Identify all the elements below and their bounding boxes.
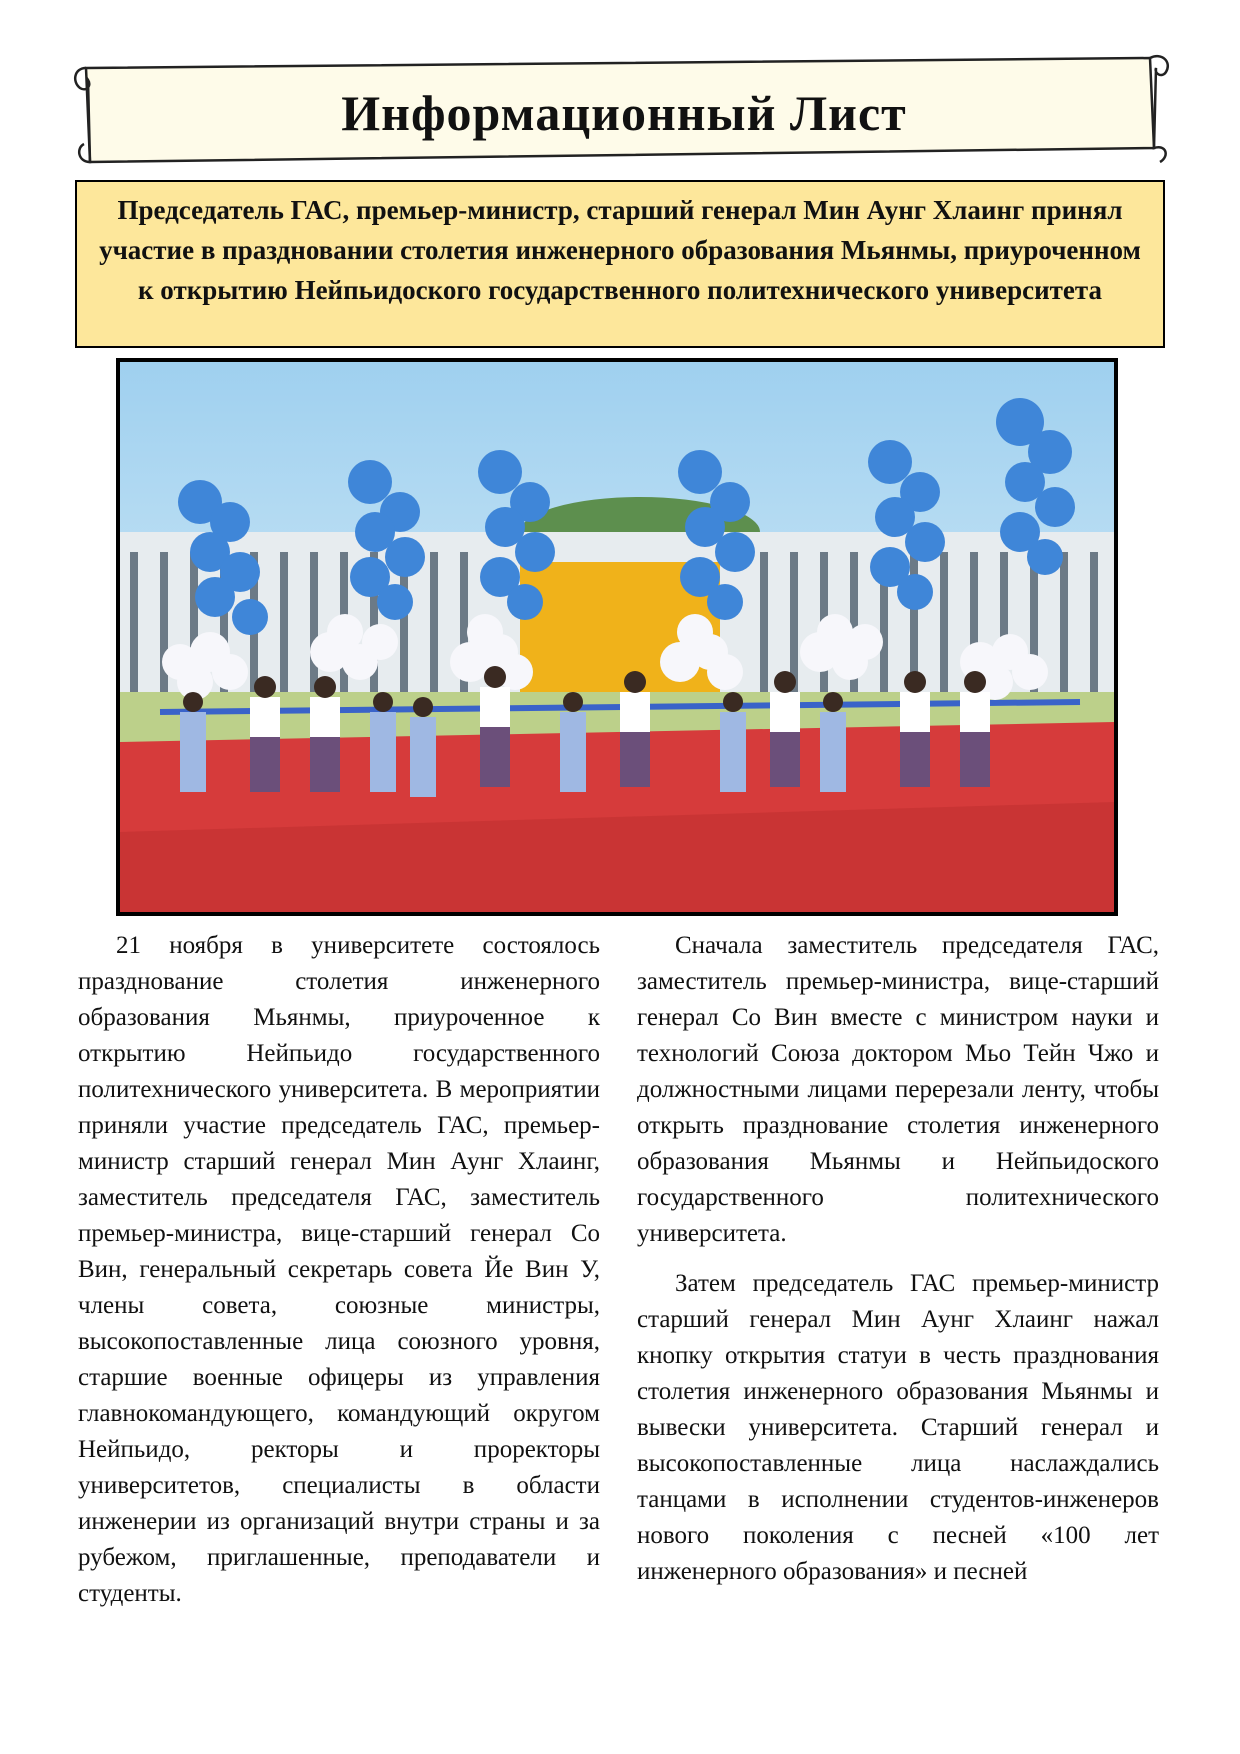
article-paragraph: Затем председатель ГАС премьер-министр старший генерал Мин Аунг Хлаинг нажал кнопку открытия статуи в честь празднования столетия инженерного образования Мьянмы и вывески университета. Старший генерал и высокопоставленные лица наслаждались танцами в исполнении студентов-инженеров нового поколения с песней «100 лет инженерного образования» и песней (637, 1270, 1159, 1585)
page-title: Информационный Лист (341, 85, 907, 141)
scroll-banner (72, 52, 1176, 168)
article-paragraph: 21 ноября в университете состоялось празднование столетия инженерного образования Мьянмы, приуроченное к открытию Нейпьидо государственного политехнического университета. В мероприятии приняли участие председатель ГАС, премьер-министр старший генерал Мин Аунг Хлаинг, заместитель председателя ГАС, заместитель премьер-министра, вице-старший генерал Со Вин, генеральный секретарь совета Йе Вин У, члены совета, союзные министры, высокопоставленные лица союзного уровня, старшие военные офицеры из управления главнокомандующего, командующий округом Нейпьидо, ректоры и проректоры университетов, специалисты в области инженерии из организаций внутри страны и за рубежом, приглашенные, преподаватели и студенты. (78, 932, 600, 1607)
event-photo (116, 358, 1118, 916)
headline-box (75, 180, 1165, 348)
ribbon-cutting-illustration (120, 362, 1114, 912)
headline-text: Председатель ГАС, премьер-министр, старший генерал Мин Аунг Хлаинг принял участие в праздновании столетия инженерного образования Мьянмы, приуроченном к открытию Нейпьидоского государственного политехнического университета (99, 195, 1141, 305)
article-column-right (637, 928, 1159, 1590)
article-paragraph: Сначала заместитель председателя ГАС, заместитель премьер-министра, вице-старший генерал Со Вин вместе с министром науки и технологий Союза доктором Мьо Тейн Чжо и должностными лицами перерезали ленту, чтобы открыть празднование столетия инженерного образования Мьянмы и Нейпьидоского государственного политехнического университета. (637, 932, 1159, 1247)
article-column-left (78, 928, 600, 1612)
